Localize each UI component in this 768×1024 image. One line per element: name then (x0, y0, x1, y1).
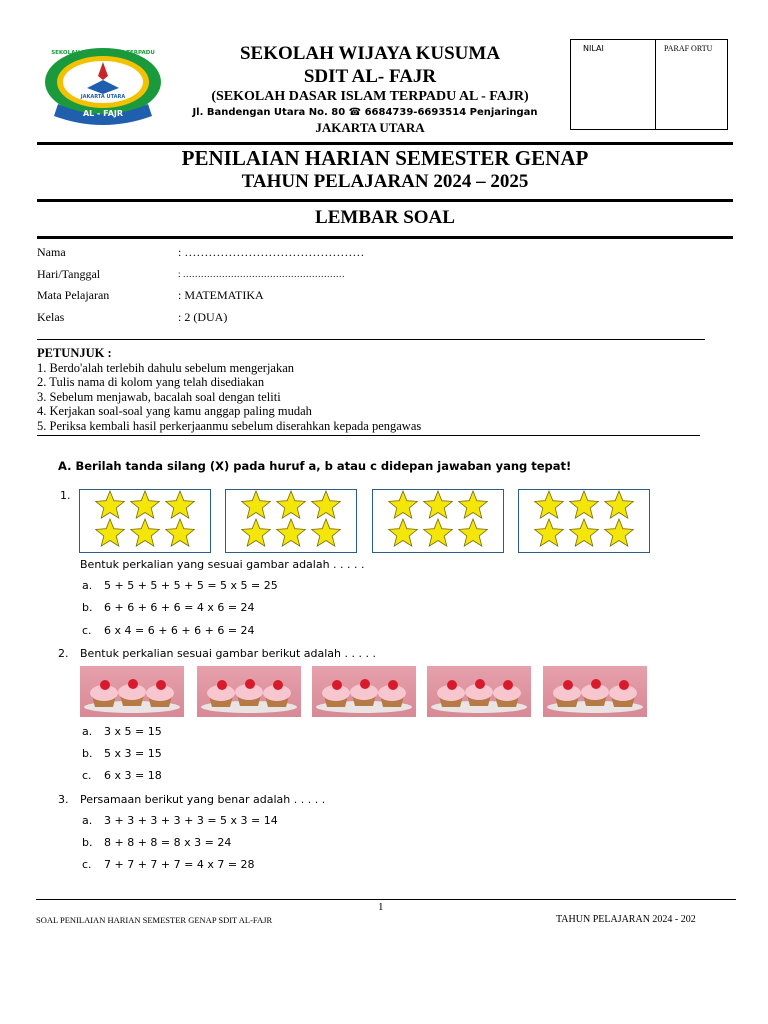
page-number: 1 (378, 901, 384, 913)
cupcake-svg (312, 666, 416, 717)
school-logo (42, 42, 164, 128)
strawberry-icon (503, 680, 513, 690)
question-number: 1. (60, 489, 71, 502)
star-icon (131, 491, 160, 518)
star-group-1 (79, 489, 211, 553)
form-label: Kelas (37, 310, 65, 324)
star-icon (242, 519, 271, 546)
parent-sign-cell[interactable] (656, 40, 727, 129)
score-label: NILAI (583, 44, 604, 53)
cupcake-image (80, 666, 184, 717)
star-icon (277, 491, 306, 518)
exam-title: PENILAIAN HARIAN SEMESTER GENAP (181, 146, 589, 170)
star-icon (570, 519, 599, 546)
strawberry-icon (591, 679, 601, 689)
star-icon (570, 491, 599, 518)
logo-text-mid: JAKARTA UTARA (80, 94, 126, 100)
cupcake-svg (427, 666, 531, 717)
form-row-subject (37, 288, 264, 303)
star-icon (166, 519, 195, 546)
strawberry-icon (245, 679, 255, 689)
question-number: 3. (58, 793, 69, 806)
answer-option[interactable]: c. 6 x 3 = 18 (82, 769, 162, 782)
star-group-svg (226, 490, 356, 552)
star-group-2 (225, 489, 357, 553)
question-text: Bentuk perkalian yang sesuai gambar adalah . . . . . (80, 558, 365, 571)
star-icon (96, 519, 125, 546)
star-icon (131, 519, 160, 546)
star-icon (312, 491, 341, 518)
instructions-heading: PETUNJUK : (37, 346, 112, 360)
star-icon (459, 519, 488, 546)
answer-option[interactable]: a. 3 x 5 = 15 (82, 725, 162, 738)
question-text: Persamaan berikut yang benar adalah . . . . . (80, 793, 326, 806)
name-field[interactable]: : ……………………………………… (178, 245, 365, 259)
class-value: : 2 (DUA) (178, 310, 228, 324)
answer-option[interactable]: b. 6 + 6 + 6 + 6 = 4 x 6 = 24 (82, 601, 255, 614)
school-full-name: (SEKOLAH DASAR ISLAM TERPADU AL - FAJR) (211, 89, 529, 104)
form-row-name (37, 245, 365, 260)
answer-option[interactable]: b. 5 x 3 = 15 (82, 747, 162, 760)
footer-right-text: TAHUN PELAJARAN 2024 - 202 (556, 914, 696, 925)
section-a-title: A. Berilah tanda silang (X) pada huruf a, b atau c didepan jawaban yang tepat! (58, 459, 572, 473)
strawberry-icon (128, 679, 138, 689)
strawberry-icon (360, 679, 370, 689)
answer-option[interactable]: c. 7 + 7 + 7 + 7 = 4 x 7 = 28 (82, 858, 255, 871)
instruction-item: 5. Periksa kembali hasil perkerjaanmu sebelum diserahkan kepada pengawas (37, 418, 422, 433)
school-name: SEKOLAH WIJAYA KUSUMA (239, 43, 501, 64)
star-icon (389, 491, 418, 518)
form-divider (37, 339, 705, 340)
star-icon (424, 491, 453, 518)
cupcake-image (197, 666, 301, 717)
form-label: Hari/Tanggal (37, 267, 101, 281)
star-icon (277, 519, 306, 546)
star-group-svg (519, 490, 649, 552)
cupcake-svg (543, 666, 647, 717)
strawberry-icon (273, 680, 283, 690)
school-unit: SDIT AL- FAJR (303, 66, 437, 87)
instructions (37, 346, 421, 433)
strawberry-icon (156, 680, 166, 690)
instructions-divider (37, 435, 700, 436)
star-icon (242, 491, 271, 518)
strawberry-icon (332, 680, 342, 690)
school-city: JAKARTA UTARA (315, 120, 425, 135)
logo-text-banner: AL - FAJR (82, 109, 124, 118)
score-cell[interactable] (571, 40, 656, 129)
footer-left-text: SOAL PENILAIAN HARIAN SEMESTER GENAP SDIT AL-FAJR (36, 915, 273, 925)
star-icon (535, 519, 564, 546)
school-address: Jl. Bandengan Utara No. 80 ☎ 6684739-6693514 Penjaringan (192, 107, 538, 118)
instruction-item: 4. Kerjakan soal-soal yang kamu anggap paling mudah (37, 404, 312, 418)
answer-option[interactable]: b. 8 + 8 + 8 = 8 x 3 = 24 (82, 836, 232, 849)
subject-value: : MATEMATIKA (178, 288, 264, 302)
instruction-item: 3. Sebelum menjawab, bacalah soal dengan teliti (37, 389, 281, 404)
star-icon (605, 519, 634, 546)
question-text: Bentuk perkalian sesuai gambar berikut adalah . . . . . (80, 647, 376, 660)
sheet-title: LEMBAR SOAL (315, 207, 455, 228)
parent-sign-label: PARAF ORTU (664, 44, 713, 53)
cupcake-image (543, 666, 647, 717)
star-group-svg (80, 490, 210, 552)
star-group-svg (373, 490, 503, 552)
star-icon (605, 491, 634, 518)
star-icon (459, 491, 488, 518)
star-icon (424, 519, 453, 546)
answer-option[interactable]: a. 5 + 5 + 5 + 5 + 5 = 5 x 5 = 25 (82, 579, 278, 592)
question-number: 2. (58, 647, 69, 660)
logo-text-top: SEKOLAH DASAR ISLAM TERPADU (51, 50, 155, 56)
star-icon (96, 491, 125, 518)
strawberry-icon (388, 680, 398, 690)
cupcake-image (312, 666, 416, 717)
cupcake-svg (197, 666, 301, 717)
sheet-divider (37, 236, 733, 239)
form-row-class (37, 310, 228, 325)
answer-option[interactable]: c. 6 x 4 = 6 + 6 + 6 + 6 = 24 (82, 624, 255, 637)
cupcake-svg (80, 666, 184, 717)
strawberry-icon (447, 680, 457, 690)
form-label: Mata Pelajaran (37, 288, 110, 302)
star-group-3 (372, 489, 504, 553)
score-box (570, 39, 728, 130)
strawberry-icon (475, 679, 485, 689)
academic-year: TAHUN PELAJARAN 2024 – 2025 (241, 171, 529, 192)
answer-option[interactable]: a. 3 + 3 + 3 + 3 + 3 = 5 x 3 = 14 (82, 814, 278, 827)
date-field[interactable]: : ……………………………………………… (178, 269, 345, 279)
cupcake-image (427, 666, 531, 717)
star-icon (389, 519, 418, 546)
star-icon (535, 491, 564, 518)
strawberry-icon (217, 680, 227, 690)
star-group-4 (518, 489, 650, 553)
form-label: Nama (37, 245, 66, 259)
instruction-item: 1. Berdo'alah terlebih dahulu sebelum mengerjakan (37, 360, 295, 375)
strawberry-icon (563, 680, 573, 690)
instruction-item: 2. Tulis nama di kolom yang telah disediakan (37, 375, 265, 389)
star-icon (312, 519, 341, 546)
strawberry-icon (619, 680, 629, 690)
star-icon (166, 491, 195, 518)
footer-divider (36, 899, 736, 900)
strawberry-icon (100, 680, 110, 690)
title-divider (37, 199, 733, 202)
form-row-date (37, 267, 345, 282)
header-divider (37, 142, 733, 145)
